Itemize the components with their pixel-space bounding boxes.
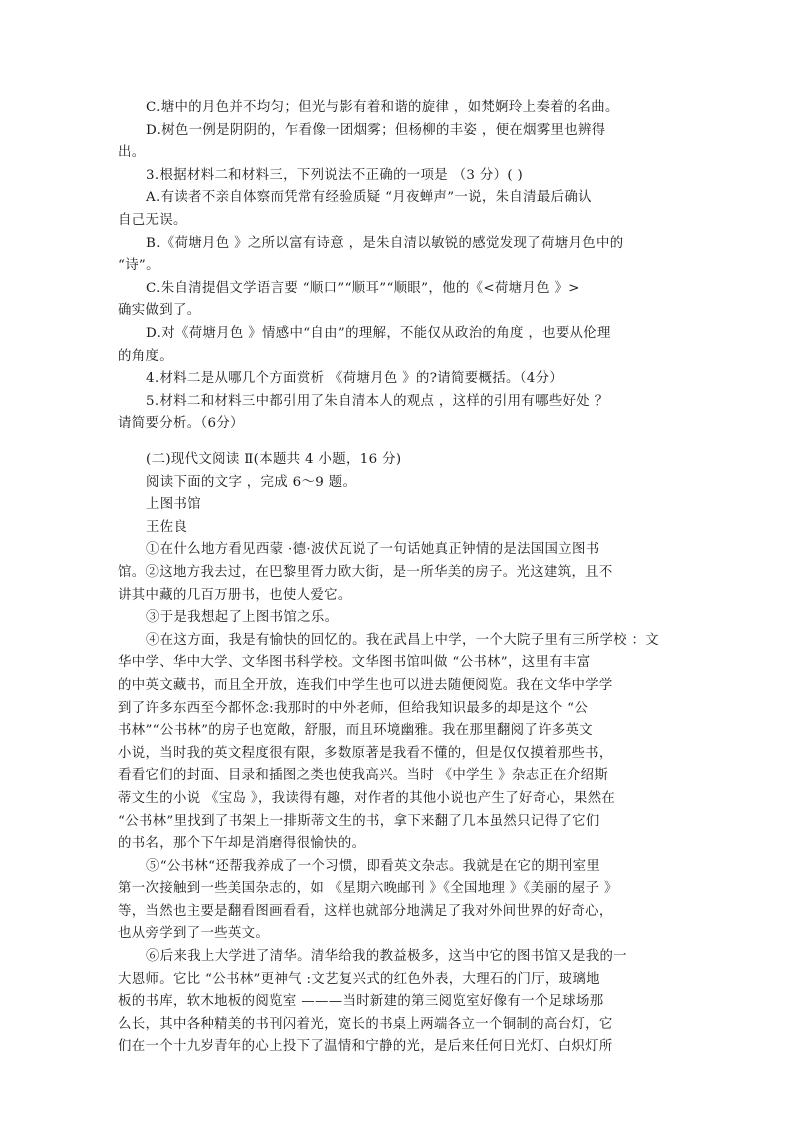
text-line: 讲其中藏的几百万册书，也使人爱它。 — [118, 587, 352, 603]
reading-passage-block — [118, 449, 678, 1059]
text-line: D.对《荷塘月色 》情感中“自由”的理解，不能仅从政治的角度 ，也要从伦理 — [146, 325, 611, 341]
text-line: 等，当然也主要是翻看图画看看，这样也就部分地满足了我对外间世界的好奇心， — [118, 903, 613, 919]
text-line: ④在这方面，我是有愉快的回忆的。我在武昌上中学，一个大院子里有三所学校 ：文 — [146, 632, 660, 648]
text-line: D.树色一例是阴阴的，乍看像一团烟雾；但杨柳的丰姿 ，便在烟雾里也辨得 — [146, 122, 606, 138]
text-line: 们在一个十九岁青年的心上投下了温情和宁静的光，是后来任何日光灯、白炽灯所 — [118, 1039, 613, 1055]
text-line: 大恩师。它比 “公书林”更神气 :文艺复兴式的红色外表，大理石的门厅，玻璃地 — [118, 971, 600, 987]
text-line: 看看它们的封面、目录和插图之类也使我高兴。当时 《中学生 》杂志正在介绍斯 — [118, 768, 609, 784]
text-line: 板的书库，软木地板的阅览室 ———当时新建的第三阅览室好像有一个足球场那 — [118, 994, 604, 1010]
text-line: 阅读下面的文字 ，完成 6～9 题。 — [146, 474, 357, 490]
text-line: 4.材料二是从哪几个方面赏析 《荷塘月色 》的?请简要概括。（4分） — [146, 371, 564, 387]
text-line: ①在什么地方看见西蒙 ·德·波伏瓦说了一句话她真正钟情的是法国国立图书 — [146, 542, 600, 558]
exam-questions-block — [118, 97, 678, 436]
text-line: 蒂文生的小说 《宝岛 》，我读得有趣，对作者的其他小说也产生了好奇心，果然在 — [118, 790, 616, 806]
text-line: 么长，其中各种精美的书刊闪着光，宽长的书桌上两端各立一个铜制的高台灯，它 — [118, 1016, 613, 1032]
text-line: 馆。②这地方我去过，在巴黎里胥力欧大街，是一所华美的房子。光这建筑，且不 — [118, 564, 613, 580]
text-line: C.塘中的月色并不均匀；但光与影有着和谐的旋律 ，如梵婀玲上奏着的名曲。 — [146, 100, 619, 115]
text-line: ⑥后来我上大学进了清华。清华给我的教益极多，这当中它的图书馆又是我的一 — [146, 949, 627, 965]
text-line: 自己无误。 — [118, 212, 187, 228]
text-line: 书林”“公书林”的房子也宽敞，舒服，而且环境幽雅。我在那里翻阅了许多英文 — [118, 723, 594, 739]
text-line: ③于是我想起了上图书馆之乐。 — [146, 610, 339, 626]
text-line: B.《荷塘月色 》之所以富有诗意 ，是朱自清以敏锐的感觉发现了荷塘月色中的 — [146, 235, 624, 251]
text-line: 请简要分析。（6分） — [118, 416, 244, 432]
text-line: 到了许多东西至今都怀念:我那时的中外老师，但给我知识最多的却是这个 “公 — [118, 700, 589, 716]
text-line: 确实做到了。 — [118, 303, 201, 319]
text-line: 华中学、华中大学、文华图书科学校。文华图书馆叫做 “公书林”，这里有丰富 — [118, 655, 591, 671]
text-line: (二)现代文阅读 Ⅱ(本题共 4 小题，16 分) — [146, 452, 402, 467]
text-line: “公书林”里找到了书架上一排斯蒂文生的书，拿下来翻了几本虽然只记得了它们 — [118, 813, 600, 829]
text-line: “诗”。 — [118, 258, 160, 274]
text-line: 的角度。 — [118, 348, 173, 364]
text-line: 第一次接触到一些美国杂志的，如 《星期六晚邮刊 》《全国地理 》《美丽的屋子 》 — [118, 881, 618, 897]
text-line: C.朱自清提倡文学语言要 “顺口”“顺耳”“顺眼”，他的《<荷塘月色 》> — [146, 280, 580, 296]
text-line: 出。 — [118, 145, 146, 161]
text-line: 也从旁学到了一些英文。 — [118, 926, 270, 942]
text-line: A.有读者不亲自体察而凭常有经验质疑 “月夜蝉声”一说，朱自清最后确认 — [146, 190, 592, 206]
text-line: 上图书馆 — [146, 497, 201, 513]
text-line: 王佐良 — [146, 519, 188, 535]
text-line: 3.根据材料二和材料三，下列说法不正确的一项是 （3 分）( ) — [146, 167, 524, 183]
text-line: 的中英文藏书，而且全开放，连我们中学生也可以进去随便阅览。我在文华中学学 — [118, 677, 613, 693]
text-line: 5.材料二和材料三中都引用了朱自清本人的观点 ，这样的引用有哪些好处 ？ — [146, 393, 609, 409]
text-line: ⑤“公书林“还帮我养成了一个习惯，即看英文杂志。我就是在它的期刊室里 — [146, 858, 601, 874]
text-line: 小说，当时我的英文程度很有限，多数原著是我看不懂的，但是仅仅摸着那些书， — [118, 745, 613, 761]
text-line: 的书名，那个下午却是消磨得很愉快的。 — [118, 836, 366, 852]
